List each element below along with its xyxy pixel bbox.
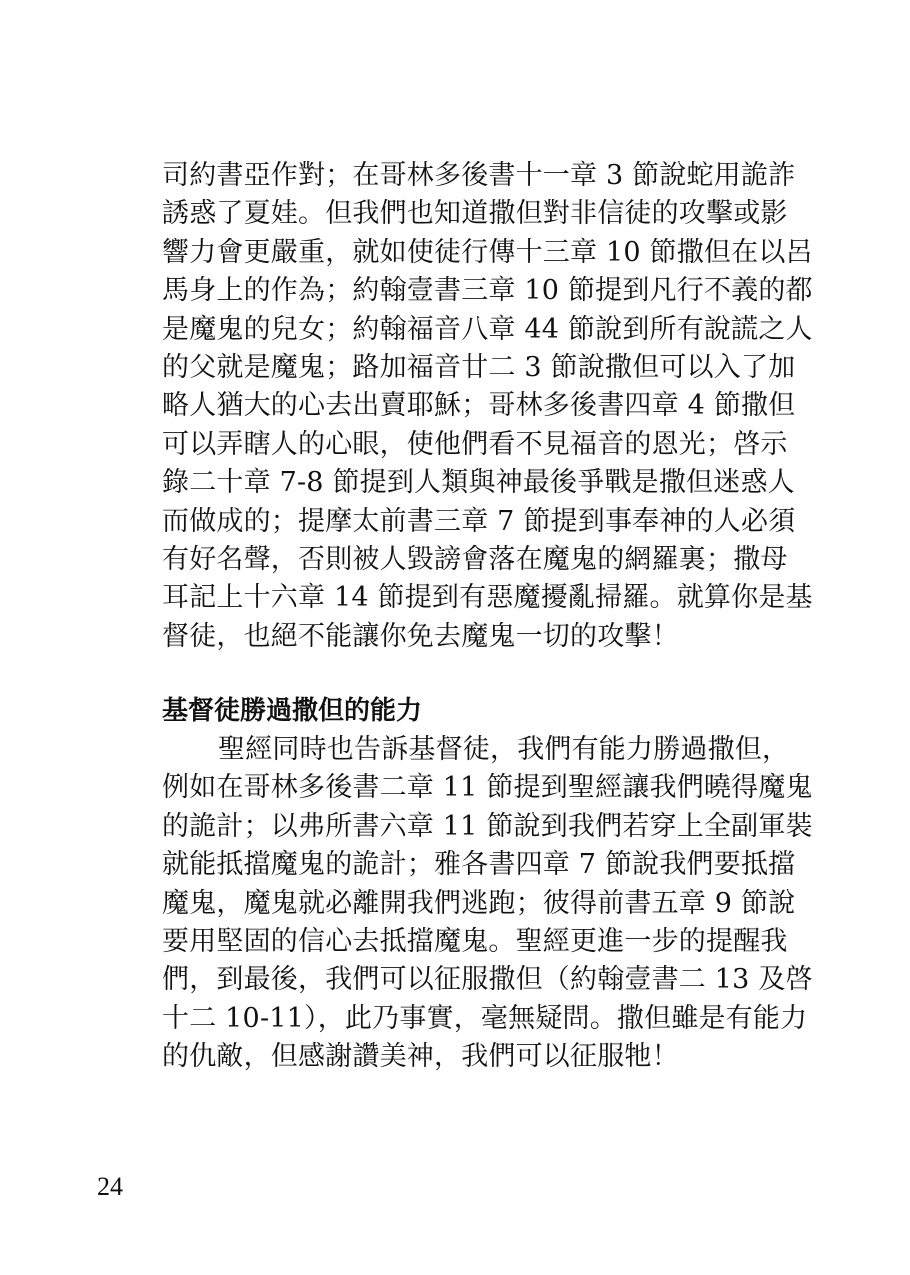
paragraph-line: 就能抵擋魔鬼的詭計；雅各書四章 7 節說我們要抵擋 [162,849,796,881]
paragraph-line: 要用堅固的信心去抵擋魔鬼。聖經更進一步的提醒我 [162,925,788,957]
paragraph-line: 而做成的；提摩太前書三章 7 節提到事奉神的人必須 [162,505,796,537]
paragraph-line: 錄二十章 7-8 節提到人類與神最後爭戰是撒但迷惑人 [162,467,795,499]
paragraph-line: 耳記上十六章 14 節提到有惡魔擾亂掃羅。就算你是基 [162,582,813,614]
paragraph-line: 聖經同時也告訴基督徒，我們有能力勝過撒但， [218,734,790,765]
section-heading: 基督徒勝過撒但的能力 [162,696,423,726]
paragraph-line: 是魔鬼的兒女；約翰福音八章 44 節說到所有說謊之人 [162,313,813,345]
paragraph-line: 督徒，也絕不能讓你免去魔鬼一切的攻擊！ [162,620,679,652]
body-paragraph-1 [162,157,813,656]
paragraph-line: 十二 10-11），此乃事實，毫無疑問。撒但雖是有能力 [162,1002,808,1034]
paragraph-line: 司約書亞作對；在哥林多後書十一章 3 節說蛇用詭詐 [162,160,796,191]
paragraph-line: 魔鬼，魔鬼就必離開我們逃跑；彼得前書五章 9 節說 [162,887,796,919]
paragraph-line: 可以弄瞎人的心眼，使他們看不見福音的恩光；啓示 [162,428,788,460]
paragraph-line: 例如在哥林多後書二章 11 節提到聖經讓我們曉得魔鬼 [162,772,813,804]
paragraph-line: 響力會更嚴重，就如使徒行傳十三章 10 節撒但在以呂 [162,236,813,268]
paragraph-line: 的仇敵，但感謝讚美神，我們可以征服牠！ [162,1041,679,1073]
paragraph-line: 誘惑了夏娃。但我們也知道撒但對非信徒的攻擊或影 [162,198,788,230]
body-paragraph-2 [162,731,813,1077]
page-number: 24 [97,1172,123,1201]
paragraph-line: 們，到最後，我們可以征服撒但（約翰壹書二 13 及啓 [162,964,813,996]
paragraph-line: 的詭計；以弗所書六章 11 節說到我們若穿上全副軍裝 [162,810,813,842]
paragraph-line: 的父就是魔鬼；路加福音廿二 3 節說撒但可以入了加 [162,351,796,383]
paragraph-line: 有好名聲，否則被人毀謗會落在魔鬼的網羅裏；撒母 [162,543,788,575]
paragraph-line: 馬身上的作為；約翰壹書三章 10 節提到凡行不義的都 [162,275,813,307]
paragraph-line: 略人猶大的心去出賣耶穌；哥林多後書四章 4 節撒但 [162,390,796,422]
